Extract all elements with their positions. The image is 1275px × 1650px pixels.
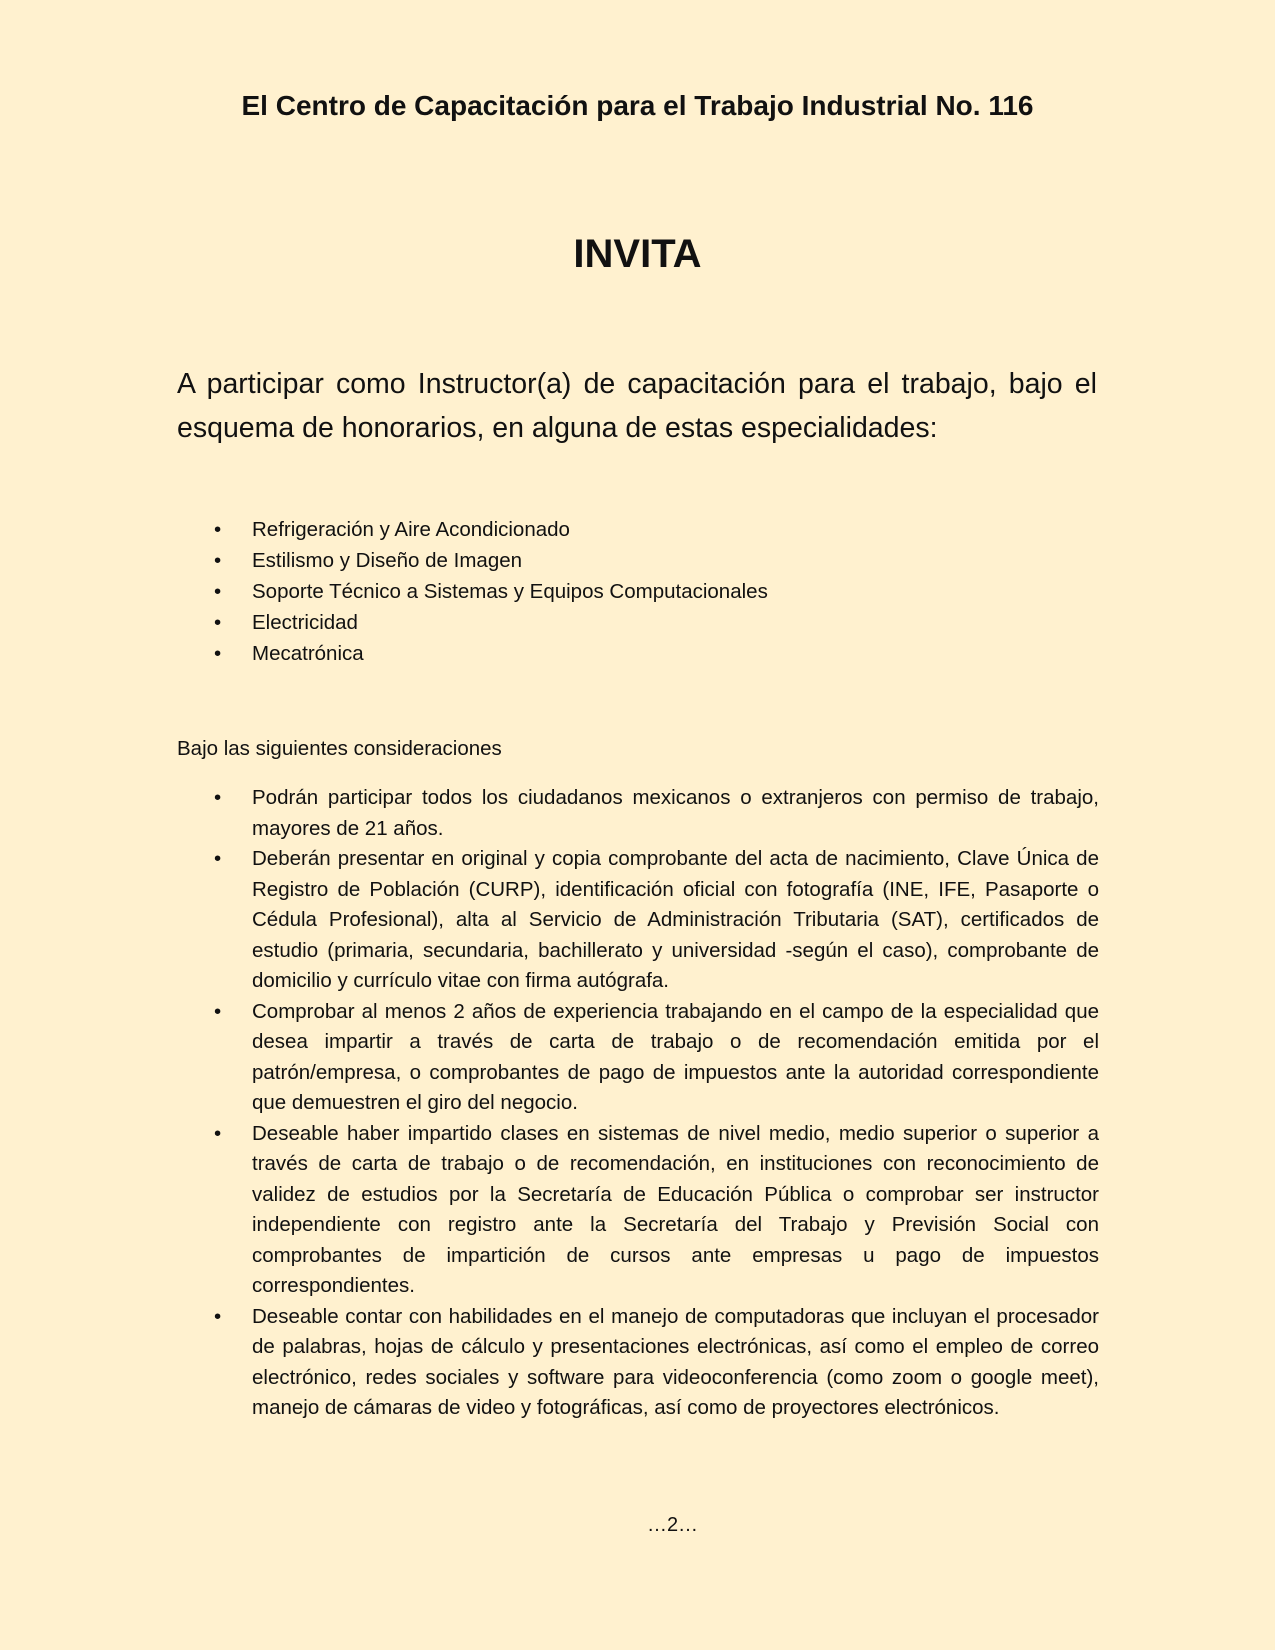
bullet-icon: • [214, 549, 222, 572]
list-item [177, 607, 1097, 638]
specialties-list [177, 514, 1097, 669]
bullet-icon: • [214, 847, 222, 870]
list-item [177, 638, 1097, 669]
bullet-icon: • [214, 786, 222, 809]
list-item [177, 545, 1097, 576]
considerations-title: Bajo las siguientes consideraciones [177, 737, 502, 760]
page-continuation: …2… [646, 1514, 699, 1536]
invita-heading: INVITA [573, 232, 702, 276]
specialty-label: Soporte Técnico a Sistemas y Equipos Computacionales [252, 580, 768, 603]
consideration-text: Deseable contar con habilidades en el manejo de computadoras que incluyan el procesador de palabras, hojas de cálculo y presentaciones electrónicas, así como el empleo de correo electrónico, redes sociales y software para videoconferencia (como zoom o google meet), manejo de cámaras de video y fotográficas, así como de proyectores electrónicos. [252, 1304, 1099, 1419]
list-item [177, 1302, 1099, 1424]
bullet-icon: • [214, 642, 222, 665]
considerations-list [177, 783, 1099, 1424]
consideration-text: Deseable haber impartido clases en sistemas de nivel medio, medio superior o superior a través de carta de trabajo o de recomendación, en instituciones con reconocimiento de validez de estudios por la Secretaría de Educación Pública o comprobar ser instructor independiente con registro ante la Secretaría del Trabajo y Previsión Social con comprobantes de impartición de cursos ante empresas u pago de impuestos correspondientes. [252, 1121, 1099, 1297]
specialty-label: Mecatrónica [252, 642, 364, 665]
bullet-icon: • [214, 518, 222, 541]
list-item [177, 997, 1099, 1119]
bullet-icon: • [214, 999, 222, 1023]
consideration-text: Comprobar al menos 2 años de experiencia trabajando en el campo de la especialidad que desea impartir a través de carta de trabajo o de recomendación emitida por el patrón/empresa, o comprobantes de pago de impuestos ante la autoridad correspondiente que demuestren el giro del negocio. [252, 999, 1099, 1114]
list-item [177, 783, 1099, 844]
consideration-text: Podrán participar todos los ciudadanos mexicanos o extranjeros con permiso de trabajo, mayores de 21 años. [252, 786, 1099, 840]
specialty-label: Refrigeración y Aire Acondicionado [252, 518, 570, 541]
bullet-icon: • [214, 580, 222, 603]
institution-title: El Centro de Capacitación para el Trabajo Industrial No. 116 [241, 90, 1034, 121]
specialty-label: Electricidad [252, 611, 358, 634]
bullet-icon: • [214, 1304, 222, 1328]
consideration-text: Deberán presentar en original y copia comprobante del acta de nacimiento, Clave Única de Registro de Población (CURP), identificación oficial con fotografía (INE, IFE, Pasaporte o Cédula Profesional), alta al Servicio de Administración Tributaria (SAT), certificados de estudio (primaria, secundaria, bachillerato y universidad -según el caso), comprobante de domicilio y currículo vitae con firma autógrafa. [252, 847, 1099, 992]
bullet-icon: • [214, 1121, 222, 1145]
specialty-label: Estilismo y Diseño de Imagen [252, 549, 523, 572]
list-item [177, 844, 1099, 997]
bullet-icon: • [214, 611, 222, 634]
list-item [177, 514, 1097, 545]
list-item [177, 1119, 1099, 1302]
intro-paragraph: A participar como Instructor(a) de capacitación para el trabajo, bajo el esquema de honorarios, en alguna de estas especialidades: [177, 368, 1097, 444]
list-item [177, 576, 1097, 607]
